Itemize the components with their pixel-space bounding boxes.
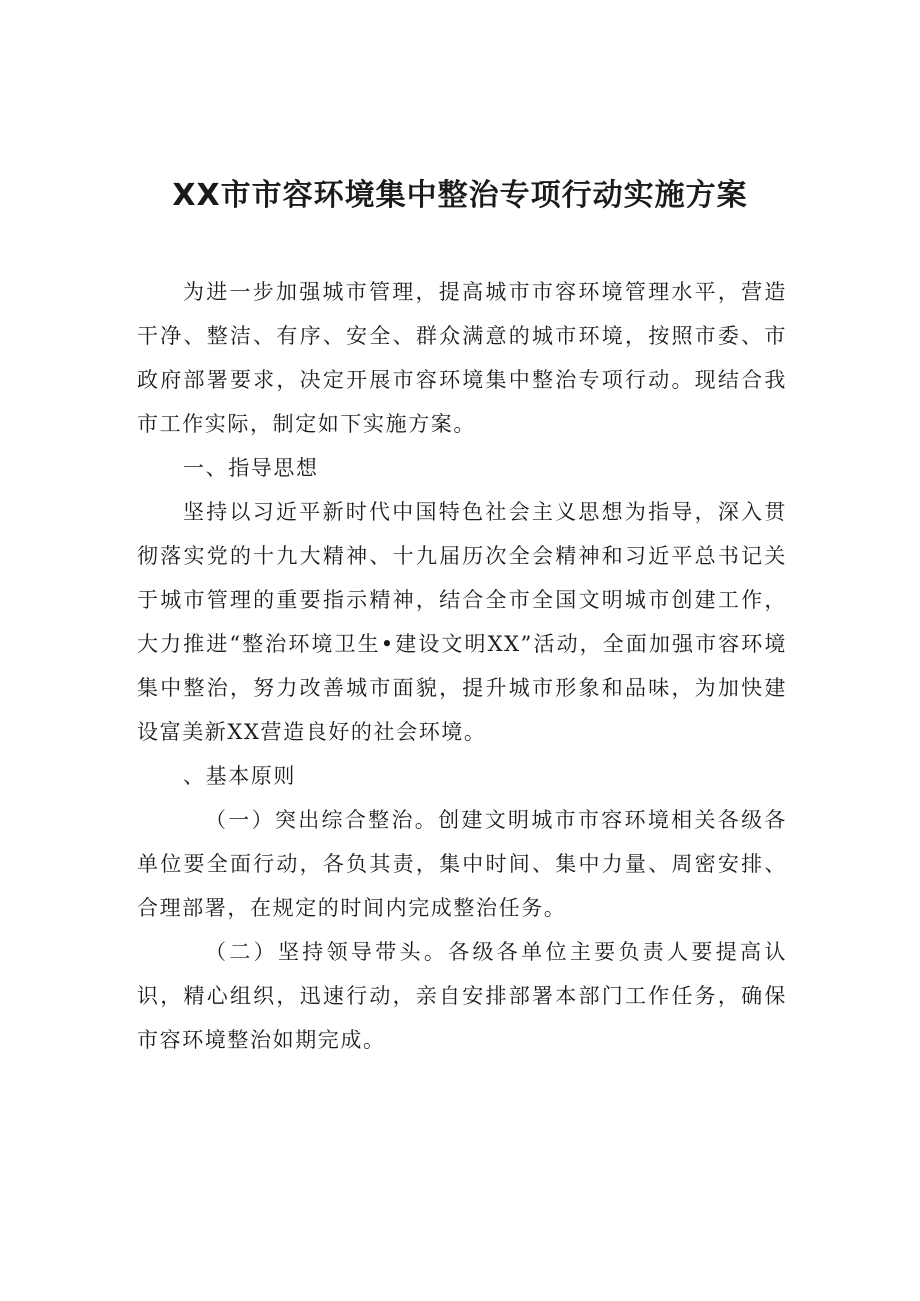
document-body [137, 270, 787, 1062]
section-heading-basic-principles: 、基本原则 [183, 764, 296, 788]
guiding-thought-paragraph: 坚持以习近平新时代中国特色社会主义思想为指导，深入贯彻落实党的十九大精神、十九届历次全会精神和习近平总书记关于城市管理的重要指示精神，结合全市全国文明城市创建工作，大力推进“整治环境卫生•建设文明XX”活动，全面加强市容环境集中整治，努力改善城市面貌，提升城市形象和品味，为加快建设富美新XX营造良好的社会环境。 [137, 500, 787, 744]
principle-two-paragraph: （二）坚持领导带头。各级各单位主要负责人要提高认识，精心组织，迅速行动，亲自安排部署本部门工作任务，确保市容环境整治如期完成。 [137, 940, 787, 1052]
intro-paragraph: 为进一步加强城市管理，提高城市市容环境管理水平，营造干净、整洁、有序、安全、群众满意的城市环境，按照市委、市政府部署要求，决定开展市容环境集中整治专项行动。现结合我市工作实际，制定如下实施方案。 [137, 280, 787, 436]
section-heading-guiding-thought: 一、指导思想 [183, 456, 319, 480]
principle-one-paragraph: （一）突出综合整治。创建文明城市市容环境相关各级各单位要全面行动，各负其责，集中时间、集中力量、周密安排、合理部署，在规定的时间内完成整治任务。 [137, 808, 787, 920]
document-title: XX市市容环境集中整治专项行动实施方案 [172, 178, 748, 213]
